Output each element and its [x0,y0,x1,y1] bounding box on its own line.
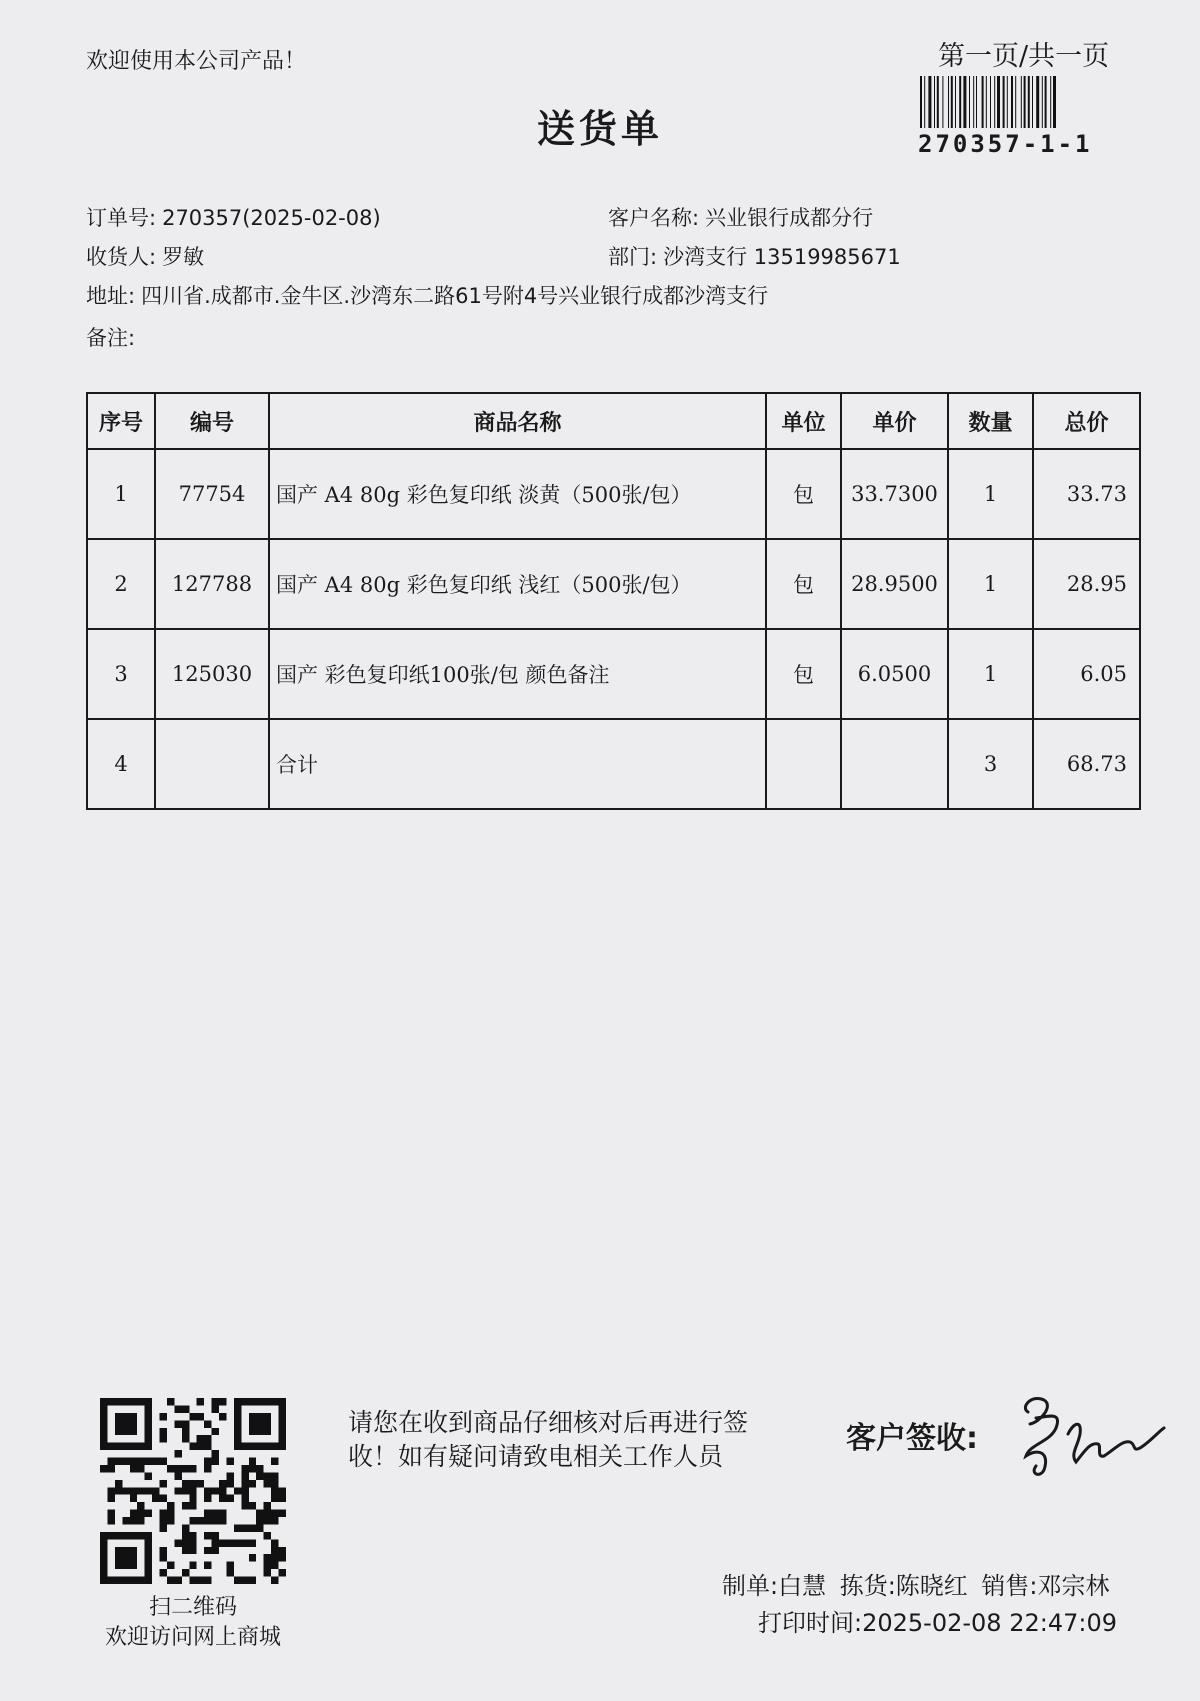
cell-code: 77754 [155,449,269,539]
cell-seq: 3 [87,629,155,719]
cell-total: 28.95 [1033,539,1140,629]
cell-total: 33.73 [1033,449,1140,539]
cell-seq: 1 [87,449,155,539]
table-total-row [87,719,1140,809]
cell-unit-price: 33.7300 [841,449,948,539]
welcome-text: 欢迎使用本公司产品！ [86,49,307,74]
address-value: 四川省.成都市.金牛区.沙湾东二路61号附4号兴业银行成都沙湾支行 [141,284,769,308]
table-row [87,449,1140,539]
cell-total: 6.05 [1033,629,1140,719]
remark-row [86,322,141,352]
cell-unit-price [841,719,948,809]
print-time: 打印时间:2025-02-08 22:47:09 [758,1609,1117,1637]
header-code: 编号 [155,393,269,449]
cell-product-name: 国产 A4 80g 彩色复印纸 淡黄（500张/包） [269,449,766,539]
cell-code: 125030 [155,629,269,719]
remark-label: 备注: [86,326,136,350]
cell-grand-total: 68.73 [1033,719,1140,809]
cell-total-quantity: 3 [948,719,1033,809]
receiver-row [86,241,204,271]
header-product-name: 商品名称 [269,393,766,449]
cell-unit: 包 [766,629,841,719]
header-seq: 序号 [87,393,155,449]
order-number-value: 270357(2025-02-08) [162,206,381,230]
cell-seq: 4 [87,719,155,809]
cell-product-name: 国产 A4 80g 彩色复印纸 浅红（500张/包） [269,539,766,629]
cell-quantity: 1 [948,449,1033,539]
order-number-label: 订单号: [86,206,157,230]
customer-signature [1010,1382,1170,1492]
header-unit: 单位 [766,393,841,449]
department-row [608,241,901,271]
address-row [86,280,768,310]
receiver-label: 收货人: [86,245,157,269]
staff-line: 制单:白慧 拣货:陈晓红 销售:邓宗林 [722,1572,1110,1600]
table-header-row [87,393,1140,449]
verification-notice: 请您在收到商品仔细核对后再进行签收！如有疑问请致电相关工作人员 [348,1408,749,1471]
cell-quantity: 1 [948,539,1033,629]
cell-unit: 包 [766,539,841,629]
header-quantity: 数量 [948,393,1033,449]
table-row [87,539,1140,629]
items-table [86,392,1141,810]
qr-caption-scan: 扫二维码 [148,1595,237,1620]
cell-unit-price: 6.0500 [841,629,948,719]
department-label: 部门: [608,245,658,269]
page-indicator: 第一页/共一页 [938,41,1110,72]
customer-sign-label: 客户签收: [846,1421,978,1456]
qr-code-image[interactable] [100,1398,286,1584]
cell-unit-price: 28.9500 [841,539,948,629]
cell-unit [766,719,841,809]
cell-total-label: 合计 [269,719,766,809]
cell-product-name: 国产 彩色复印纸100张/包 颜色备注 [269,629,766,719]
cell-quantity: 1 [948,629,1033,719]
customer-name-row [608,202,873,232]
customer-name-value: 兴业银行成都分行 [705,206,874,230]
cell-seq: 2 [87,539,155,629]
barcode-number: 270357-1-1 [918,130,1093,158]
address-label: 地址: [86,284,136,308]
cell-unit: 包 [766,449,841,539]
receiver-value: 罗敏 [162,245,205,269]
cell-code [155,719,269,809]
table-row [87,629,1140,719]
cell-code: 127788 [155,539,269,629]
customer-name-label: 客户名称: [608,206,700,230]
document-title: 送货单 [536,107,663,151]
order-number-row [86,202,381,232]
qr-caption-shop: 欢迎访问网上商城 [104,1625,281,1650]
header-unit-price: 单价 [841,393,948,449]
header-total: 总价 [1033,393,1140,449]
department-value: 沙湾支行 13519985671 [663,245,901,269]
